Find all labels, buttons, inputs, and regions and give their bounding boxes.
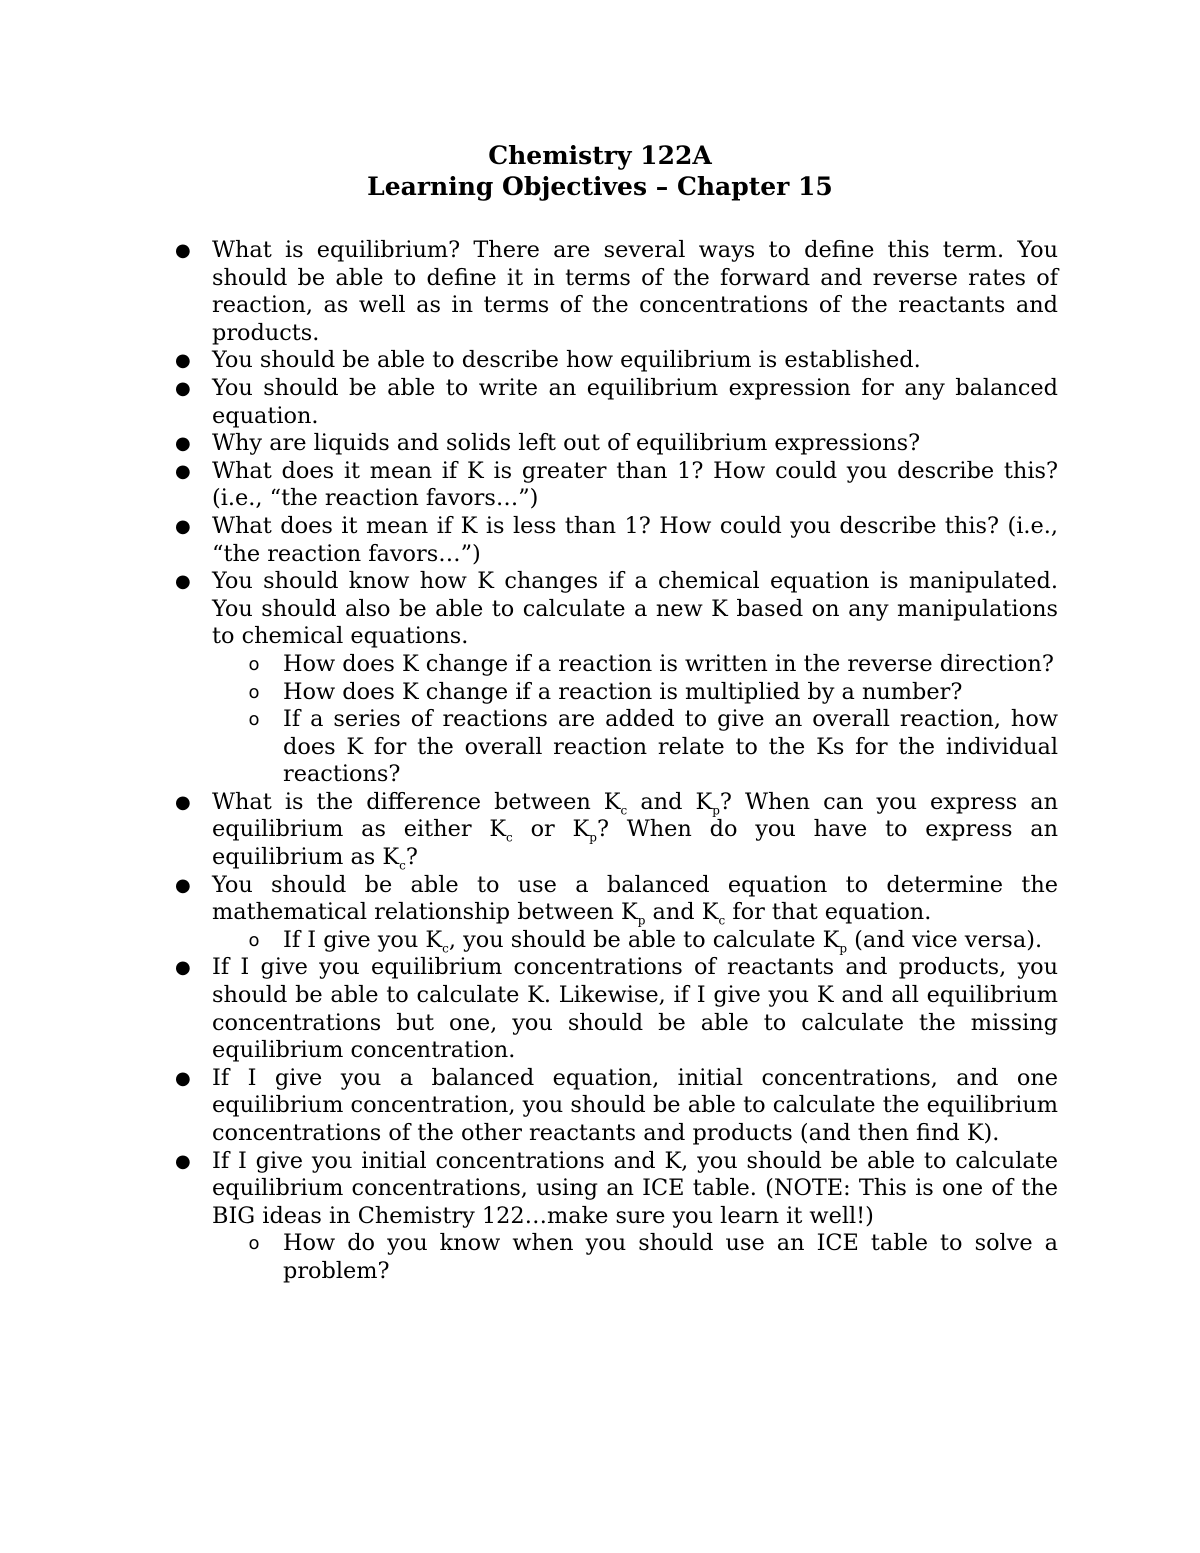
chapter-title: Learning Objectives – Chapter 15	[367, 172, 833, 201]
subscript-p: p	[637, 913, 646, 928]
objective-text: You should know how K changes if a chemical equation is manipulated. You should also be able to calculate a new K based on any manipulations to chemical equations.	[212, 568, 1058, 650]
subscript-c: c	[620, 803, 628, 818]
objective-item	[175, 568, 1058, 789]
objective-item	[175, 430, 1058, 458]
text-run: ? When can you express an equilibrium as either K	[212, 788, 1058, 843]
objective-text	[212, 788, 1058, 873]
objective-text: What does it mean if K is less than 1? How could you describe this? (i.e., “the reaction favors…”)	[212, 512, 1058, 567]
objective-text: You should be able to describe how equilibrium is established.	[212, 347, 921, 374]
bullet-icon: ●	[175, 1150, 191, 1172]
objective-text: What does it mean if K is greater than 1? How could you describe this? (i.e., “the reaction favors…”)	[212, 457, 1058, 512]
sub-objective-item	[248, 650, 1058, 679]
text-run: ?	[405, 844, 418, 871]
sub-objective-item	[248, 1230, 1058, 1285]
objective-item	[175, 871, 1058, 956]
objective-text: You should be able to write an equilibrium expression for any balanced equation.	[212, 374, 1058, 429]
sub-objective-text: How do you know when you should use an ICE table to solve a problem?	[283, 1230, 1058, 1284]
bullet-icon: ●	[175, 460, 191, 482]
subscript-c: c	[718, 913, 726, 928]
text-run: What is the difference between K	[212, 788, 621, 815]
objective-item	[175, 237, 1058, 347]
sub-objective-text	[283, 926, 1043, 956]
bullet-icon: ●	[175, 1067, 191, 1089]
sub-bullet-icon: o	[248, 929, 260, 951]
sub-objectives-list	[212, 927, 1058, 955]
subscript-c: c	[442, 941, 449, 956]
objective-text: If I give you equilibrium concentrations of reactants and products, you should be able to calculate K. Likewise, if I give you K and all equilibrium concentrations but one, you should be able to calculate the missing equilibrium concentration.	[212, 954, 1058, 1064]
objective-item	[175, 954, 1058, 1064]
sub-objective-item	[248, 706, 1058, 789]
text-run: and K	[627, 788, 713, 815]
sub-objective-text: If a series of reactions are added to give an overall reaction, how does K for the overall reaction relate to the Ks for the individual reactions?	[283, 706, 1058, 788]
subscript-p: p	[589, 830, 597, 845]
text-run: ? When do you have to express an equilibrium as K	[212, 816, 1058, 871]
objective-item	[175, 374, 1058, 430]
text-run: (and vice versa).	[847, 926, 1043, 953]
objective-item	[175, 788, 1058, 873]
sub-objective-text: How does K change if a reaction is multiplied by a number?	[283, 678, 963, 705]
bullet-icon: ●	[175, 350, 191, 372]
subscript-c: c	[506, 830, 513, 845]
subscript-c: c	[399, 858, 406, 873]
text-run: If I give you K	[283, 926, 443, 953]
bullet-icon: ●	[175, 377, 191, 399]
text-run: and K	[645, 899, 719, 926]
sub-objective-item	[248, 678, 1058, 707]
subscript-p: p	[839, 941, 847, 956]
sub-objectives-list	[212, 651, 1058, 789]
bullet-icon: ●	[175, 957, 191, 979]
objective-text: If I give you initial concentrations and K, you should be able to calculate equilibrium concentrations, using an ICE table. (NOTE: This is one of the BIG ideas in Chemistry 122…make sure you learn it well!)	[212, 1147, 1058, 1229]
bullet-icon: ●	[175, 240, 191, 261]
bullet-icon: ●	[175, 515, 191, 537]
sub-bullet-icon: o	[248, 681, 260, 703]
text-run: , you should be able to calculate K	[448, 926, 840, 953]
objective-item	[175, 1147, 1058, 1286]
sub-objective-text: How does K change if a reaction is written in the reverse direction?	[283, 650, 1054, 677]
document-title	[0, 140, 1200, 202]
text-run: or K	[512, 816, 590, 843]
sub-bullet-icon: o	[248, 1233, 260, 1255]
objective-item	[175, 512, 1058, 568]
bullet-icon: ●	[175, 791, 191, 813]
objective-text: If I give you a balanced equation, initial concentrations, and one equilibrium concentration, you should be able to calculate the equilibrium concentrations of the other reactants and products (and then find K).	[212, 1064, 1058, 1146]
sub-bullet-icon: o	[248, 653, 260, 675]
objective-item	[175, 457, 1058, 513]
objective-text: Why are liquids and solids left out of equilibrium expressions?	[212, 430, 921, 457]
text-run: You should be able to use a balanced equation to determine the mathematical relationship between K	[212, 871, 1058, 926]
text-run: for that equation.	[725, 899, 932, 926]
bullet-icon: ●	[175, 433, 191, 455]
objectives-list	[175, 237, 1058, 1286]
course-title: Chemistry 122A	[488, 141, 712, 170]
sub-objective-item	[248, 926, 1058, 956]
objective-text: What is equilibrium? There are several ways to define this term. You should be able to define it in terms of the forward and reverse rates of reaction, as well as in terms of the concentrations of the reactants and products.	[212, 237, 1058, 346]
subscript-p: p	[712, 803, 720, 818]
objective-item	[175, 347, 1058, 375]
objective-item	[175, 1064, 1058, 1148]
sub-objectives-list	[212, 1230, 1058, 1285]
objective-text	[212, 872, 1058, 926]
bullet-icon: ●	[175, 571, 191, 593]
bullet-icon: ●	[175, 874, 191, 896]
sub-bullet-icon: o	[248, 709, 260, 731]
